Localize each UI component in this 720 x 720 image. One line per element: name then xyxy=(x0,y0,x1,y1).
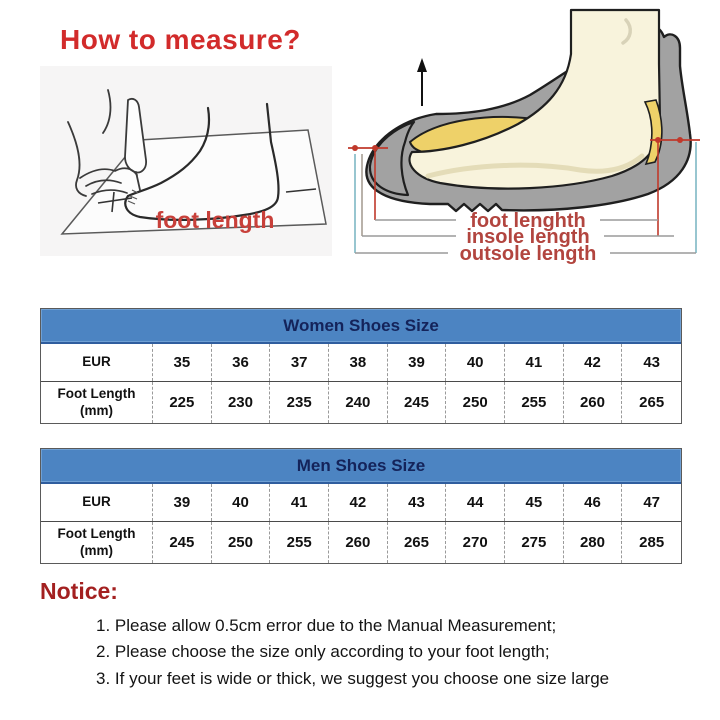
length-cell: 245 xyxy=(388,382,447,423)
size-cell: 39 xyxy=(153,484,212,521)
page-title: How to measure? xyxy=(60,24,301,55)
length-cell: 265 xyxy=(639,394,665,411)
heel-marker-dot2 xyxy=(677,137,683,143)
row-header: Foot Length (mm) xyxy=(41,382,153,423)
shoe-measurement-illustration xyxy=(344,4,716,270)
notice-item-1: 1. Please allow 0.5cm error due to the Manual Measurement; xyxy=(96,616,557,635)
length-cell: 275 xyxy=(505,522,564,563)
notice-item-2: 2. Please choose the size only according to your foot length; xyxy=(96,642,550,662)
men-size-table xyxy=(40,448,682,564)
size-cell: 38 xyxy=(329,344,388,381)
women-table-title: Women Shoes Size xyxy=(41,309,681,344)
size-cell: 46 xyxy=(564,484,623,521)
foot-length-label: foot lenghth xyxy=(470,210,586,232)
size-cell: 37 xyxy=(270,344,329,381)
size-cell: 45 xyxy=(505,484,564,521)
men-table-title: Men Shoes Size xyxy=(41,449,681,484)
length-cell: 225 xyxy=(153,382,212,423)
length-cell: 255 xyxy=(270,522,329,563)
size-cell: 43 xyxy=(643,354,660,371)
length-cell: 255 xyxy=(505,382,564,423)
women-size-table xyxy=(40,308,682,424)
size-cell: 35 xyxy=(153,344,212,381)
size-cell: 44 xyxy=(446,484,505,521)
insole-length-label: insole length xyxy=(466,226,590,248)
size-cell: 42 xyxy=(564,344,623,381)
length-cell: 280 xyxy=(564,522,623,563)
size-cell: 41 xyxy=(270,484,329,521)
notice-item-3: 3. If your feet is wide or thick, we suggest you choose one size large xyxy=(96,668,610,688)
length-cell: 240 xyxy=(329,382,388,423)
men-footlength-row xyxy=(41,521,681,563)
size-cell: 42 xyxy=(329,484,388,521)
women-eur-row xyxy=(41,344,681,381)
size-cell: 40 xyxy=(212,484,271,521)
size-cell: 40 xyxy=(446,344,505,381)
row-header: EUR xyxy=(41,344,153,381)
size-cell: 36 xyxy=(212,344,271,381)
length-cell: 230 xyxy=(212,382,271,423)
row-header: EUR xyxy=(41,484,153,521)
length-cell: 260 xyxy=(564,382,623,423)
toe-arrow-head xyxy=(417,58,427,72)
women-footlength-row xyxy=(41,381,681,423)
foot-length-caption: foot length xyxy=(155,207,275,233)
outsole-length-label: outsole length xyxy=(459,243,597,265)
length-cell: 235 xyxy=(270,382,329,423)
size-cell: 43 xyxy=(388,484,447,521)
length-cell: 260 xyxy=(329,522,388,563)
notice-title: Notice: xyxy=(40,578,118,604)
length-cell: 250 xyxy=(212,522,271,563)
toe-marker-dot xyxy=(352,145,358,151)
size-cell: 41 xyxy=(505,344,564,381)
notice-section xyxy=(40,578,670,692)
size-cell: 47 xyxy=(643,494,660,511)
size-cell: 39 xyxy=(388,344,447,381)
length-cell: 245 xyxy=(153,522,212,563)
length-cell: 250 xyxy=(446,382,505,423)
foot-tracing-illustration xyxy=(40,66,332,256)
length-cell: 285 xyxy=(639,534,665,551)
row-header: Foot Length (mm) xyxy=(41,522,153,563)
men-eur-row xyxy=(41,484,681,521)
length-cell: 270 xyxy=(446,522,505,563)
length-cell: 265 xyxy=(388,522,447,563)
